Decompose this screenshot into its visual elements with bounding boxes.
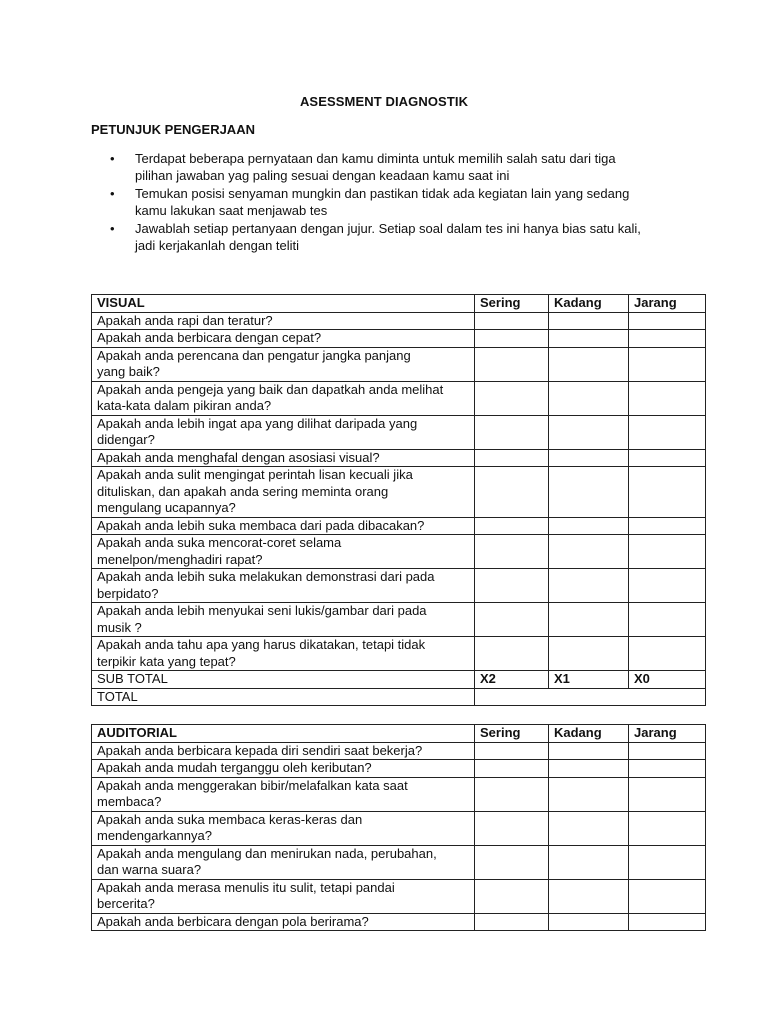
question-cell: Apakah anda lebih ingat apa yang dilihat daripada yang didengar? bbox=[92, 415, 475, 449]
table-row bbox=[92, 347, 706, 381]
bullet-icon: • bbox=[110, 186, 115, 201]
answer-cell-jarang[interactable] bbox=[629, 467, 706, 518]
answer-cell-jarang[interactable] bbox=[629, 777, 706, 811]
question-cell: Apakah anda mengulang dan menirukan nada, perubahan, dan warna suara? bbox=[92, 845, 475, 879]
header-kadang: Kadang bbox=[549, 295, 629, 313]
table-row bbox=[92, 913, 706, 931]
answer-cell-kadang[interactable] bbox=[549, 845, 629, 879]
subtotal-sering: X2 bbox=[475, 671, 549, 689]
instruction-line: Terdapat beberapa pernyataan dan kamu diminta untuk memilih salah satu dari tiga bbox=[135, 151, 616, 166]
answer-cell-kadang[interactable] bbox=[549, 449, 629, 467]
answer-cell-jarang[interactable] bbox=[629, 913, 706, 931]
question-cell: Apakah anda menggerakan bibir/melafalkan kata saat membaca? bbox=[92, 777, 475, 811]
total-value-cell[interactable] bbox=[475, 688, 706, 706]
bullet-icon: • bbox=[110, 151, 115, 166]
table-row bbox=[92, 381, 706, 415]
instruction-item bbox=[110, 150, 690, 184]
answer-cell-jarang[interactable] bbox=[629, 569, 706, 603]
question-cell: Apakah anda pengeja yang baik dan dapatkah anda melihat kata-kata dalam pikiran anda? bbox=[92, 381, 475, 415]
answer-cell-sering[interactable] bbox=[475, 637, 549, 671]
question-cell: Apakah anda sulit mengingat perintah lisan kecuali jika dituliskan, dan apakah anda sering meminta orang mengulang ucapannya? bbox=[92, 467, 475, 518]
table-header-row bbox=[92, 725, 706, 743]
table-row bbox=[92, 517, 706, 535]
answer-cell-kadang[interactable] bbox=[549, 811, 629, 845]
answer-cell-kadang[interactable] bbox=[549, 415, 629, 449]
answer-cell-kadang[interactable] bbox=[549, 312, 629, 330]
question-cell: Apakah anda lebih menyukai seni lukis/gambar dari pada musik ? bbox=[92, 603, 475, 637]
question-cell: Apakah anda rapi dan teratur? bbox=[92, 312, 475, 330]
answer-cell-kadang[interactable] bbox=[549, 603, 629, 637]
instruction-line: Temukan posisi senyaman mungkin dan pastikan tidak ada kegiatan lain yang sedang bbox=[135, 186, 630, 201]
answer-cell-sering[interactable] bbox=[475, 312, 549, 330]
answer-cell-jarang[interactable] bbox=[629, 535, 706, 569]
answer-cell-kadang[interactable] bbox=[549, 569, 629, 603]
question-cell: Apakah anda menghafal dengan asosiasi visual? bbox=[92, 449, 475, 467]
answer-cell-sering[interactable] bbox=[475, 381, 549, 415]
instruction-line: pilihan jawaban yag paling sesuai dengan keadaan kamu saat ini bbox=[135, 168, 510, 183]
instruction-line: jadi kerjakanlah dengan teliti bbox=[135, 238, 300, 253]
question-cell: Apakah anda perencana dan pengatur jangka panjang yang baik? bbox=[92, 347, 475, 381]
answer-cell-sering[interactable] bbox=[475, 879, 549, 913]
question-cell: Apakah anda lebih suka melakukan demonstrasi dari pada berpidato? bbox=[92, 569, 475, 603]
question-cell: Apakah anda mudah terganggu oleh keributan? bbox=[92, 760, 475, 778]
question-cell: Apakah anda berbicara dengan pola berirama? bbox=[92, 913, 475, 931]
table-row bbox=[92, 312, 706, 330]
table-row bbox=[92, 742, 706, 760]
table-row bbox=[92, 879, 706, 913]
instruction-line: Jawablah setiap pertanyaan dengan jujur. Setiap soal dalam tes ini hanya bias satu kali, bbox=[135, 221, 641, 236]
total-label: TOTAL bbox=[92, 688, 475, 706]
answer-cell-jarang[interactable] bbox=[629, 449, 706, 467]
answer-cell-jarang[interactable] bbox=[629, 347, 706, 381]
instructions-heading: PETUNJUK PENGERJAAN bbox=[91, 122, 255, 137]
answer-cell-kadang[interactable] bbox=[549, 637, 629, 671]
answer-cell-sering[interactable] bbox=[475, 845, 549, 879]
answer-cell-jarang[interactable] bbox=[629, 517, 706, 535]
answer-cell-kadang[interactable] bbox=[549, 535, 629, 569]
question-cell: Apakah anda suka mencorat-coret selama menelpon/menghadiri rapat? bbox=[92, 535, 475, 569]
table-row bbox=[92, 569, 706, 603]
answer-cell-kadang[interactable] bbox=[549, 742, 629, 760]
answer-cell-sering[interactable] bbox=[475, 603, 549, 637]
table-row bbox=[92, 777, 706, 811]
answer-cell-sering[interactable] bbox=[475, 742, 549, 760]
table-row bbox=[92, 467, 706, 518]
answer-cell-jarang[interactable] bbox=[629, 811, 706, 845]
table-row bbox=[92, 449, 706, 467]
auditorial-table bbox=[91, 724, 706, 931]
table-row bbox=[92, 811, 706, 845]
answer-cell-sering[interactable] bbox=[475, 330, 549, 348]
header-sering: Sering bbox=[475, 725, 549, 743]
instruction-list bbox=[110, 150, 690, 255]
answer-cell-jarang[interactable] bbox=[629, 415, 706, 449]
answer-cell-kadang[interactable] bbox=[549, 879, 629, 913]
header-sering: Sering bbox=[475, 295, 549, 313]
total-row bbox=[92, 688, 706, 706]
answer-cell-sering[interactable] bbox=[475, 569, 549, 603]
answer-cell-jarang[interactable] bbox=[629, 603, 706, 637]
bullet-icon: • bbox=[110, 221, 115, 236]
header-category: AUDITORIAL bbox=[92, 725, 475, 743]
table-row bbox=[92, 760, 706, 778]
answer-cell-kadang[interactable] bbox=[549, 381, 629, 415]
table-row bbox=[92, 415, 706, 449]
answer-cell-jarang[interactable] bbox=[629, 637, 706, 671]
question-cell: Apakah anda merasa menulis itu sulit, tetapi pandai bercerita? bbox=[92, 879, 475, 913]
table-row bbox=[92, 845, 706, 879]
answer-cell-jarang[interactable] bbox=[629, 381, 706, 415]
answer-cell-kadang[interactable] bbox=[549, 913, 629, 931]
answer-cell-kadang[interactable] bbox=[549, 330, 629, 348]
instruction-line: kamu lakukan saat menjawab tes bbox=[135, 203, 328, 218]
table-row bbox=[92, 330, 706, 348]
subtotal-kadang: X1 bbox=[549, 671, 629, 689]
answer-cell-jarang[interactable] bbox=[629, 879, 706, 913]
question-cell: Apakah anda suka membaca keras-keras dan mendengarkannya? bbox=[92, 811, 475, 845]
subtotal-label: SUB TOTAL bbox=[92, 671, 475, 689]
answer-cell-jarang[interactable] bbox=[629, 312, 706, 330]
answer-cell-kadang[interactable] bbox=[549, 347, 629, 381]
answer-cell-sering[interactable] bbox=[475, 517, 549, 535]
answer-cell-sering[interactable] bbox=[475, 347, 549, 381]
question-cell: Apakah anda berbicara dengan cepat? bbox=[92, 330, 475, 348]
answer-cell-sering[interactable] bbox=[475, 777, 549, 811]
answer-cell-jarang[interactable] bbox=[629, 742, 706, 760]
answer-cell-kadang[interactable] bbox=[549, 517, 629, 535]
answer-cell-kadang[interactable] bbox=[549, 760, 629, 778]
visual-table bbox=[91, 294, 706, 706]
answer-cell-kadang[interactable] bbox=[549, 777, 629, 811]
question-cell: Apakah anda berbicara kepada diri sendiri saat bekerja? bbox=[92, 742, 475, 760]
answer-cell-sering[interactable] bbox=[475, 811, 549, 845]
header-kadang: Kadang bbox=[549, 725, 629, 743]
table-header-row bbox=[92, 295, 706, 313]
table-row bbox=[92, 535, 706, 569]
instruction-item bbox=[110, 185, 690, 219]
question-cell: Apakah anda lebih suka membaca dari pada dibacakan? bbox=[92, 517, 475, 535]
answer-cell-sering[interactable] bbox=[475, 760, 549, 778]
answer-cell-jarang[interactable] bbox=[629, 845, 706, 879]
header-jarang: Jarang bbox=[629, 725, 706, 743]
answer-cell-jarang[interactable] bbox=[629, 760, 706, 778]
subtotal-row bbox=[92, 671, 706, 689]
header-jarang: Jarang bbox=[629, 295, 706, 313]
answer-cell-kadang[interactable] bbox=[549, 467, 629, 518]
answer-cell-sering[interactable] bbox=[475, 535, 549, 569]
answer-cell-sering[interactable] bbox=[475, 415, 549, 449]
answer-cell-sering[interactable] bbox=[475, 467, 549, 518]
header-category: VISUAL bbox=[92, 295, 475, 313]
question-cell: Apakah anda tahu apa yang harus dikatakan, tetapi tidak terpikir kata yang tepat? bbox=[92, 637, 475, 671]
instruction-item bbox=[110, 220, 690, 254]
table-row bbox=[92, 603, 706, 637]
page-title: ASESSMENT DIAGNOSTIK bbox=[299, 94, 469, 109]
answer-cell-jarang[interactable] bbox=[629, 330, 706, 348]
subtotal-jarang: X0 bbox=[629, 671, 706, 689]
table-row bbox=[92, 637, 706, 671]
answer-cell-sering[interactable] bbox=[475, 913, 549, 931]
answer-cell-sering[interactable] bbox=[475, 449, 549, 467]
